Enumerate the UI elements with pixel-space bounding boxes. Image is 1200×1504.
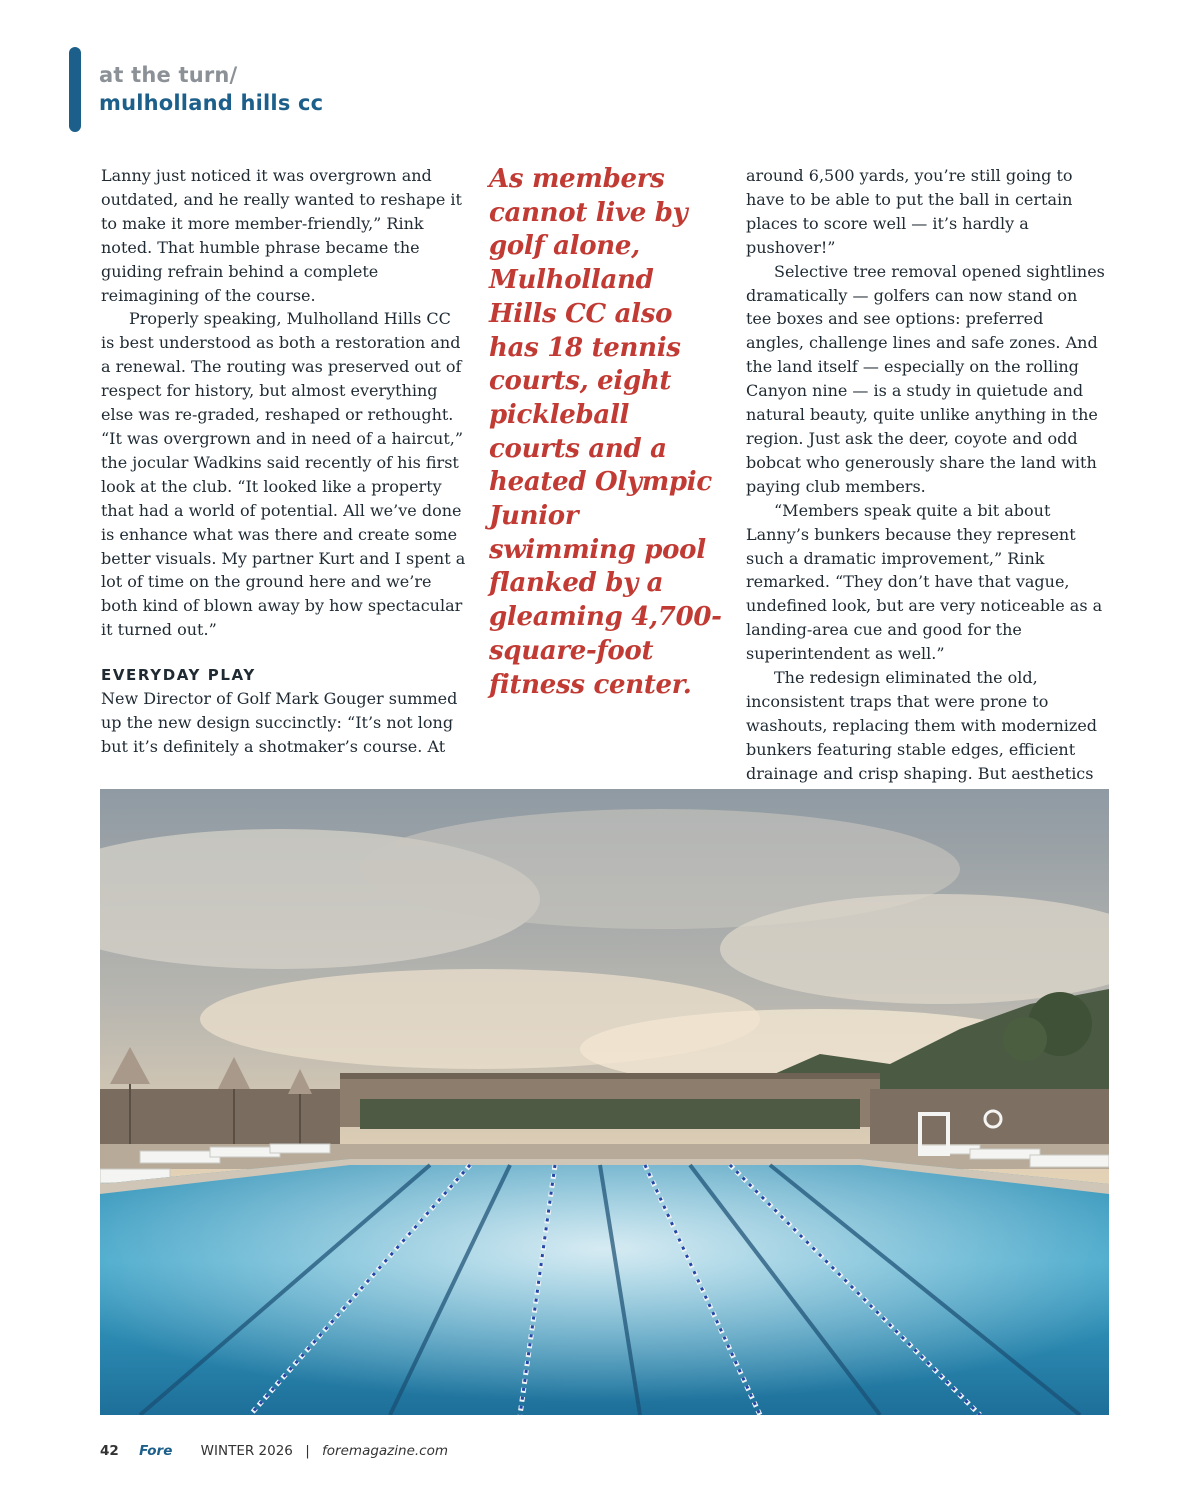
article-paragraph: “Members speak quite a bit about Lanny’s bunkers because they represent such a dramatic improvement,” Rink remarked. “They don’t have that vague, undefined look, but are very noticeable as a landing-area cue and good for the superintendent as well.” (746, 500, 1103, 664)
article-paragraph: Lanny just noticed it was overgrown and outdated, and he really wanted to reshape it to make it more member-friendly,” Rink noted. That humble phrase became the guiding refrain behind a complete reimagining of the course. (101, 166, 462, 305)
section-kicker: at the turn/ (99, 63, 238, 87)
page-number: 42 (100, 1443, 119, 1459)
swimming-pool-photo (100, 789, 1109, 1415)
section-title: mulholland hills cc (99, 91, 324, 115)
article-paragraph: The redesign eliminated the old, inconsistent traps that were prone to washouts, replacing them with modernized bunkers featuring stable edges, efficient drainage and crisp shaping. But aesthetics (746, 668, 1098, 783)
article-right-column (746, 164, 1106, 786)
magazine-logo: Fore (139, 1443, 173, 1459)
article-paragraph: New Director of Golf Mark Gouger summed up the new design succinctly: “It’s not long but it’s definitely a shotmaker’s course. At (101, 689, 458, 756)
footer-divider: | (305, 1443, 310, 1459)
article-paragraph: around 6,500 yards, you’re still going to have to be able to put the ball in certain places to score well — it’s hardly a pushover!” (746, 166, 1073, 257)
header-accent-bar (69, 47, 81, 132)
pull-quote: As members cannot live by golf alone, Mulholland Hills CC also has 18 tennis courts, eight pickleball courts and a heated Olympic Junior swimming pool flanked by a gleaming 4,700-square-foot fitness center. (489, 164, 722, 700)
page-footer (100, 1443, 448, 1459)
article-paragraph: Properly speaking, Mulholland Hills CC is best understood as both a restoration and a renewal. The routing was preserved out of respect for history, but almost everything else was re-graded, reshaped or rethought. “It was overgrown and in need of a haircut,” the jocular Wadkins said recently of his first look at the club. “It looked like a property that had a world of potential. All we’ve done is enhance what was there and create some better visuals. My partner Kurt and I spent a lot of time on the ground here and we’re both kind of blown away by how spectacular it turned out.” (101, 309, 466, 640)
website-link[interactable]: foremagazine.com (322, 1443, 449, 1459)
article-subhead: EVERYDAY PLAY (101, 666, 256, 685)
article-left-column (101, 164, 467, 759)
article-paragraph: Selective tree removal opened sightlines dramatically — golfers can now stand on tee boxes and see options: preferred angles, challenge lines and safe zones. And the land itself — especially on the rolling Canyon nine — is a study in quietude and natural beauty, quite unlike anything in the region. Just ask the deer, coyote and odd bobcat who generously share the land with paying club members. (746, 261, 1105, 496)
issue-label: WINTER 2026 (200, 1443, 293, 1459)
